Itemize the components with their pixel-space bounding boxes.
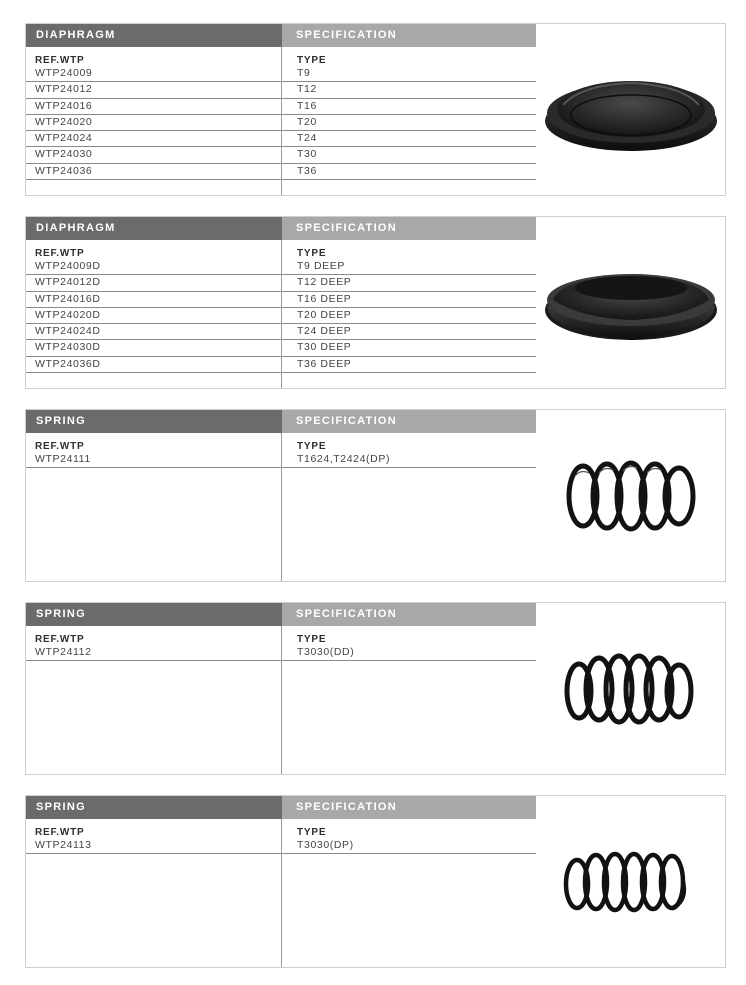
- table-row: WTP24112: [26, 645, 281, 661]
- table-row: WTP24012: [26, 82, 281, 98]
- table-row: T9 DEEP: [282, 259, 536, 275]
- type-column: [297, 634, 536, 661]
- ref-column: [35, 634, 281, 661]
- table-row: T20: [282, 115, 536, 131]
- table-row: WTP24036D: [26, 357, 281, 373]
- diaphragm-section-1: [25, 23, 726, 196]
- type-column-header: TYPE: [297, 827, 327, 838]
- table-row: T12 DEEP: [282, 275, 536, 291]
- spring-section-2: [25, 602, 726, 775]
- spring-icon: [538, 798, 724, 966]
- table-row: WTP24111: [26, 452, 281, 468]
- type-column-header: TYPE: [297, 248, 327, 259]
- ref-column-header: REF.WTP: [35, 634, 85, 645]
- table-row: WTP24020D: [26, 308, 281, 324]
- category-header: SPRING: [26, 796, 282, 819]
- ref-column: [35, 55, 281, 180]
- table-row: WTP24036: [26, 164, 281, 180]
- spring-section-1: [25, 409, 726, 582]
- spring-icon: [538, 412, 724, 580]
- category-header: DIAPHRAGM: [26, 217, 282, 240]
- spec-header: SPECIFICATION: [282, 217, 536, 240]
- spring-section-3: [25, 795, 726, 968]
- ref-column-header: REF.WTP: [35, 248, 85, 259]
- ref-column-header: REF.WTP: [35, 827, 85, 838]
- deep-diaphragm-icon: [538, 219, 724, 387]
- spec-header: SPECIFICATION: [282, 24, 536, 47]
- category-header: SPRING: [26, 603, 282, 626]
- category-header: DIAPHRAGM: [26, 24, 282, 47]
- ref-column: [35, 248, 281, 373]
- table-row: T30 DEEP: [282, 340, 536, 356]
- table-row: WTP24030D: [26, 340, 281, 356]
- ref-column-header: REF.WTP: [35, 55, 85, 66]
- table-row: T9: [282, 66, 536, 82]
- type-column: [297, 248, 536, 373]
- diaphragm-icon: [538, 26, 724, 194]
- table-row: T24: [282, 131, 536, 147]
- spec-header: SPECIFICATION: [282, 410, 536, 433]
- table-row: T12: [282, 82, 536, 98]
- table-row: WTP24030: [26, 147, 281, 163]
- table-row: T16 DEEP: [282, 292, 536, 308]
- spec-header: SPECIFICATION: [282, 796, 536, 819]
- table-row: T20 DEEP: [282, 308, 536, 324]
- table-row: WTP24024: [26, 131, 281, 147]
- type-column: [297, 55, 536, 180]
- table-row: WTP24009D: [26, 259, 281, 275]
- table-row: WTP24024D: [26, 324, 281, 340]
- spring-icon: [538, 605, 724, 773]
- ref-column: [35, 441, 281, 468]
- table-row: T16: [282, 99, 536, 115]
- type-column: [297, 441, 536, 468]
- ref-column: [35, 827, 281, 854]
- table-row: WTP24009: [26, 66, 281, 82]
- ref-column-header: REF.WTP: [35, 441, 85, 452]
- table-row: WTP24016D: [26, 292, 281, 308]
- table-row: WTP24020: [26, 115, 281, 131]
- table-row: T36: [282, 164, 536, 180]
- table-row: T3030(DD): [282, 645, 536, 661]
- table-row: T3030(DP): [282, 838, 536, 854]
- diaphragm-section-2: [25, 216, 726, 389]
- table-row: T1624,T2424(DP): [282, 452, 536, 468]
- category-header: SPRING: [26, 410, 282, 433]
- table-row: T30: [282, 147, 536, 163]
- type-column-header: TYPE: [297, 55, 327, 66]
- type-column-header: TYPE: [297, 441, 327, 452]
- table-row: WTP24113: [26, 838, 281, 854]
- type-column-header: TYPE: [297, 634, 327, 645]
- table-row: WTP24012D: [26, 275, 281, 291]
- table-row: T36 DEEP: [282, 357, 536, 373]
- spec-header: SPECIFICATION: [282, 603, 536, 626]
- table-row: T24 DEEP: [282, 324, 536, 340]
- type-column: [297, 827, 536, 854]
- table-row: WTP24016: [26, 99, 281, 115]
